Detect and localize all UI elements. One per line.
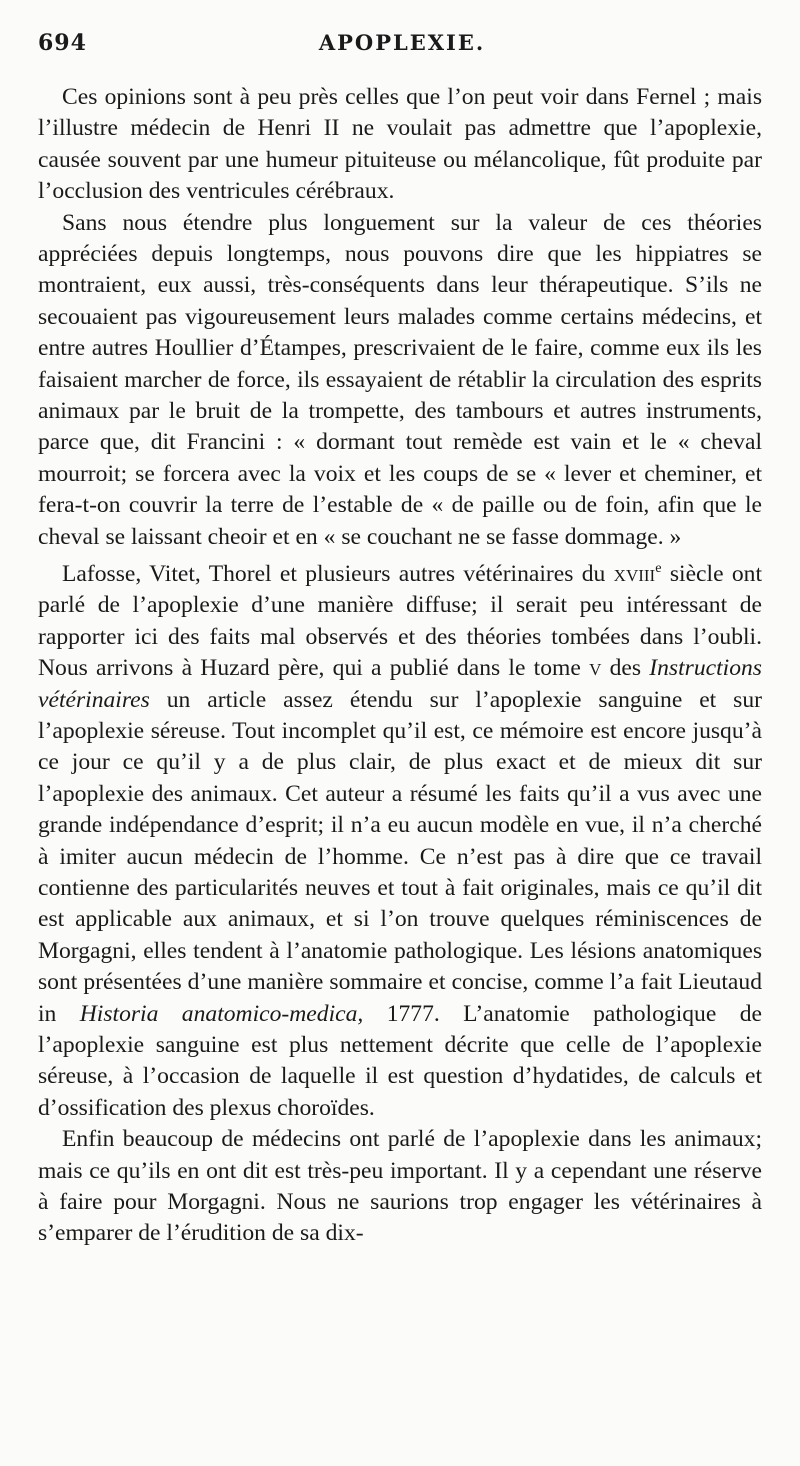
text-run: xviii — [613, 560, 656, 587]
text-run: siècle ont parlé de l’apoplexie d’une manière diffuse; il serait peu intéressant de rapporter ici des faits mal observés et des théories tombées dans l’oubli. Nous arrivons à Huzard père, qui a publié dans le tome — [38, 560, 762, 682]
paragraph — [38, 553, 762, 1124]
page-number: 694 — [38, 30, 87, 56]
text-run: des — [601, 655, 650, 682]
text-run: Ces opinions sont à peu près celles que l’on peut voir dans Fernel ; mais l’illustre médecin de Henri II ne voulait pas admettre que l’apoplexie, causée souvent par une humeur pituiteuse ou mélancolique, fût produite par l’occlusion des ventricules cérébraux. — [38, 84, 762, 205]
text-run: Lafosse, Vitet, Thorel et plusieurs autres vétérinaires du — [62, 560, 614, 587]
text-run: v — [589, 655, 602, 682]
text-run: Historia anatomico-medica, — [79, 1000, 364, 1027]
paragraph — [38, 208, 762, 553]
paragraph — [38, 1124, 762, 1250]
page-header: APOPLEXIE. — [318, 30, 486, 55]
text-run: 1777. L’anatomie pathologique de l’apoplexie sanguine est plus nettement décrite que celle de l’apoplexie séreuse, à l’occasion de laquelle il est question d’hydatides, de calculs et d’ossification des plexus choroïdes. — [38, 1000, 762, 1121]
text-run: Sans nous étendre plus longuement sur la valeur de ces théories appréciées depuis longtemps, nous pouvons dire que les hippiatres se montraient, eux aussi, très-conséquents dans leur thérapeutique. S’ils ne secouaient pas vigoureusement leurs malades comme certains médecins, et entre autres Houllier d’Étampes, prescrivaient de le faire, comme eux ils les faisaient marcher de force, ils essayaient de rétablir la circulation des esprits animaux par le bruit de la trompette, des tambours et autres instruments, parce que, dit Francini : « dormant tout remède est vain et le « cheval mourroit; se forcera avec la voix et les coups de se « lever et cheminer, et fera-t-on couvrir la terre de l’estable de « de paille ou de foin, afin que le cheval se laissant cheoir et en « se couchant ne se fasse dommage. » — [38, 209, 762, 550]
body-text — [38, 82, 762, 1250]
paragraph — [38, 82, 762, 208]
text-run: e — [655, 560, 662, 577]
running-head — [38, 30, 766, 64]
text-run: un article assez étendu sur l’apoplexie sanguine et sur l’apoplexie séreuse. Tout incomplet qu’il est, ce mémoire est encore jusqu’à ce jour ce qu’il y a de plus clair, de plus exact et de mieux dit sur l’apoplexie des animaux. Cet auteur a résumé les faits qu’il a vus avec une grande indépendance d’esprit; il n’a eu aucun modèle en vue, il n’a cherché à imiter aucun médecin de l’homme. Ce n’est pas à dire que ce travail contienne des particularités neuves et tout à fait originales, mais ce qu’il dit est applicable aux animaux, et si l’on trouve quelques réminiscences de Morgagni, elles tendent à l’anatomie pathologique. Les lésions anatomiques sont présentées d’une manière sommaire et concise, comme l’a fait Lieutaud in — [38, 686, 762, 1027]
text-run: Instructions vétérinaires — [38, 655, 762, 713]
text-run: Enfin beaucoup de médecins ont parlé de l’apoplexie dans les animaux; mais ce qu’ils en ont dit est très-peu important. Il y a cependant une réserve à faire pour Morgagni. Nous ne saurions trop engager les vétérinaires à s’emparer de l’érudition de sa dix- — [38, 1126, 762, 1247]
